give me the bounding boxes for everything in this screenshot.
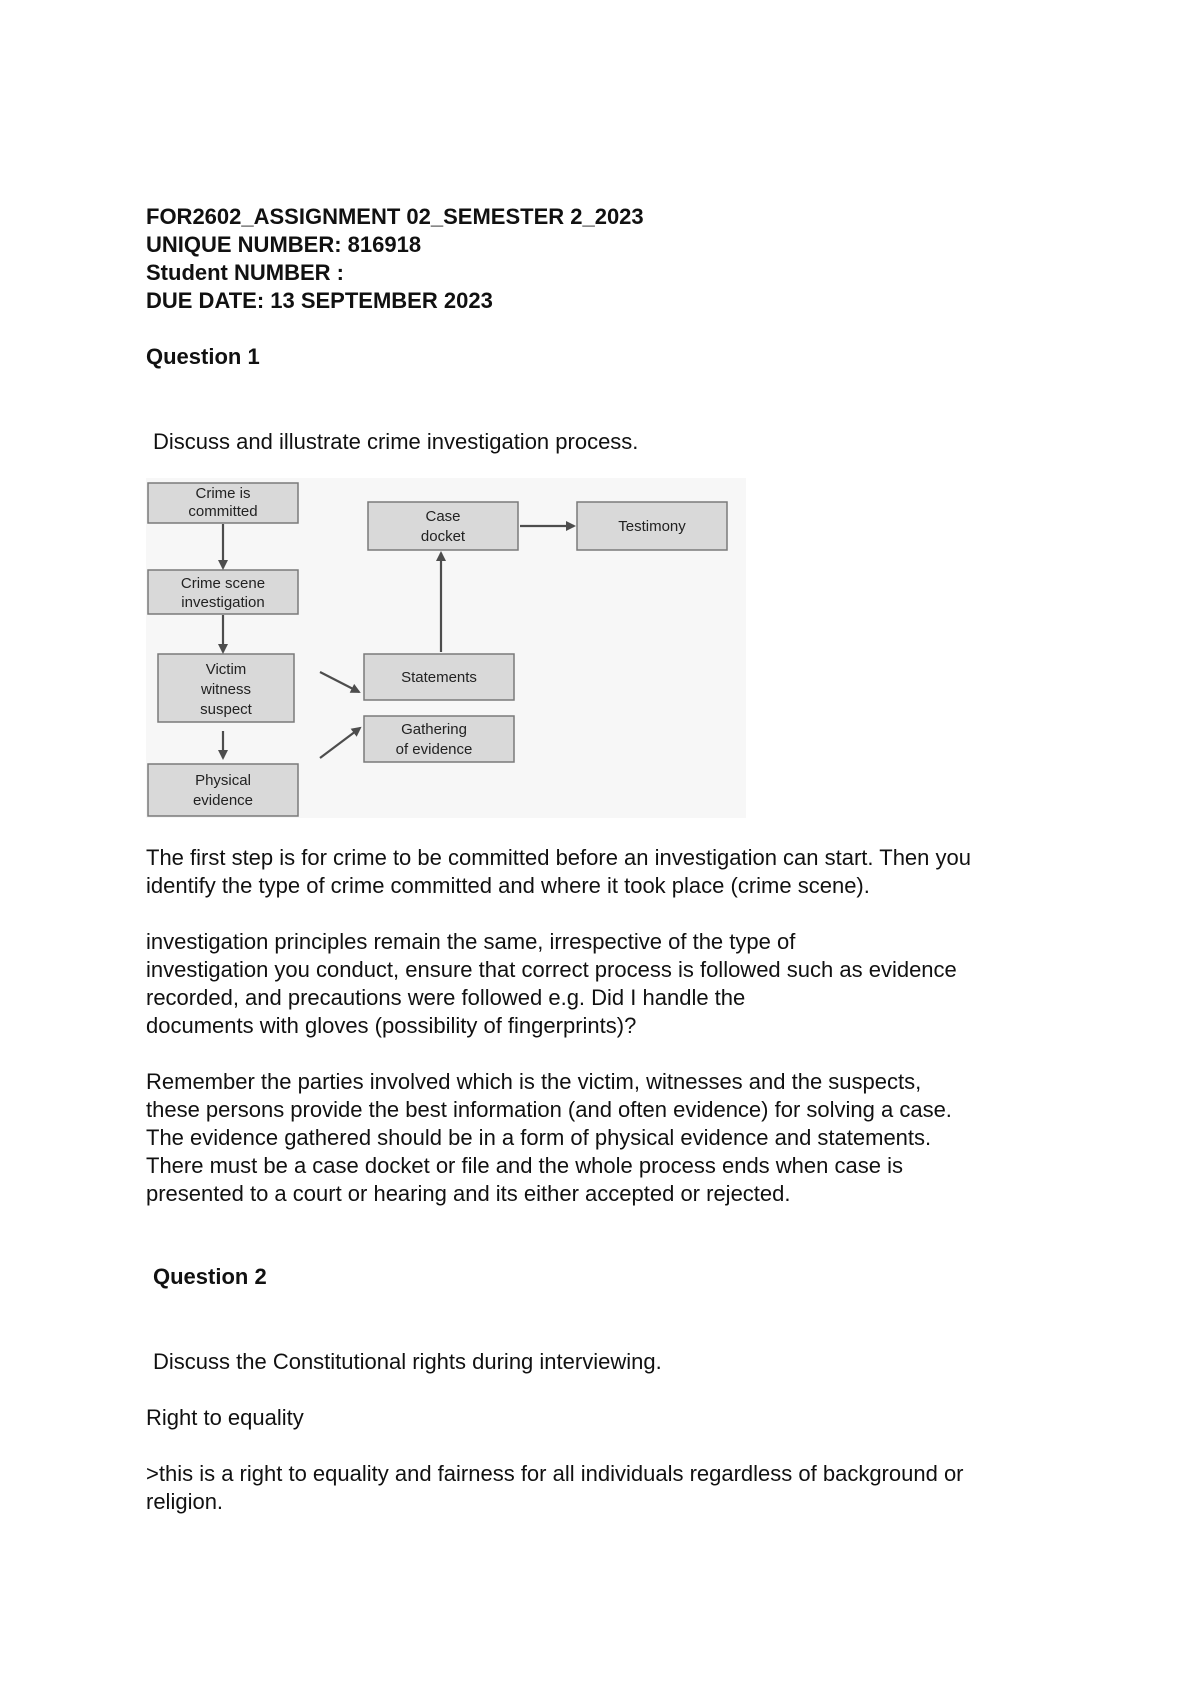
- right-to-equality-description: [146, 1460, 1086, 1516]
- student-number: Student NUMBER :: [146, 260, 344, 285]
- crime-investigation-diagram: [146, 478, 746, 818]
- box-physical-line1: Physical: [195, 772, 251, 789]
- box-testimony: [577, 502, 727, 550]
- text-line: these persons provide the best information (and often evidence) for solving a case.: [146, 1097, 952, 1122]
- box-crime-committed-line1: Crime is: [195, 485, 251, 502]
- box-crime-scene: [148, 570, 298, 614]
- text-line: documents with gloves (possibility of fingerprints)?: [146, 1013, 637, 1038]
- box-physical-line2: evidence: [192, 792, 254, 809]
- question-1-paragraph-2: [146, 928, 1086, 1040]
- text-line: Remember the parties involved which is the victim, witnesses and the suspects,: [146, 1069, 922, 1094]
- box-crime-scene-line2: investigation: [181, 594, 265, 611]
- box-gathering-line2: of evidence: [395, 741, 473, 758]
- due-date: DUE DATE: 13 SEPTEMBER 2023: [146, 288, 493, 313]
- text-line: identify the type of crime committed and where it took place (crime scene).: [146, 873, 870, 898]
- question-1-paragraph-1: [146, 844, 1086, 900]
- unique-number: UNIQUE NUMBER: 816918: [146, 232, 422, 257]
- box-victim-line3: suspect: [200, 701, 252, 718]
- question-1-heading: Question 1: [146, 344, 260, 369]
- box-case-docket-line1: Case: [425, 508, 461, 525]
- box-case-docket-line2: docket: [420, 528, 466, 545]
- text-line: >this is a right to equality and fairness for all individuals regardless of background or: [146, 1461, 964, 1486]
- question-2-prompt: Discuss the Constitutional rights during interviewing.: [153, 1349, 662, 1374]
- box-statements: [364, 654, 514, 700]
- box-gathering-line1: Gathering: [401, 721, 467, 738]
- box-statements-label: Statements: [401, 669, 477, 686]
- text-line: presented to a court or hearing and its either accepted or rejected.: [146, 1181, 791, 1206]
- course-title: FOR2602_ASSIGNMENT 02_SEMESTER 2_2023: [146, 204, 644, 229]
- box-crime-scene-line1: Crime scene: [180, 575, 266, 592]
- box-gathering-evidence: [364, 716, 514, 762]
- question-2-heading: Question 2: [153, 1264, 267, 1289]
- text-line: recorded, and precautions were followed e.g. Did I handle the: [146, 985, 746, 1010]
- text-line: There must be a case docket or file and the whole process ends when case is: [146, 1153, 903, 1178]
- box-testimony-label: Testimony: [618, 518, 686, 535]
- text-line: religion.: [146, 1489, 224, 1514]
- box-victim-line1: Victim: [205, 661, 247, 678]
- box-crime-committed-line2: committed: [188, 503, 258, 520]
- text-line: investigation you conduct, ensure that correct process is followed such as evidence: [146, 957, 957, 982]
- right-to-equality-heading: Right to equality: [146, 1405, 304, 1430]
- box-victim-witness-suspect: [158, 654, 294, 722]
- text-line: The evidence gathered should be in a form of physical evidence and statements.: [146, 1125, 932, 1150]
- text-line: investigation principles remain the same, irrespective of the type of: [146, 929, 796, 954]
- text-line: The first step is for crime to be committed before an investigation can start. Then you: [146, 845, 971, 870]
- question-1-paragraph-3: [146, 1068, 1086, 1208]
- box-physical-evidence: [148, 764, 298, 816]
- box-case-docket: [368, 502, 518, 550]
- box-victim-line2: witness: [200, 681, 252, 698]
- box-crime-committed: [148, 483, 298, 523]
- question-1-prompt: Discuss and illustrate crime investigation process.: [153, 429, 639, 454]
